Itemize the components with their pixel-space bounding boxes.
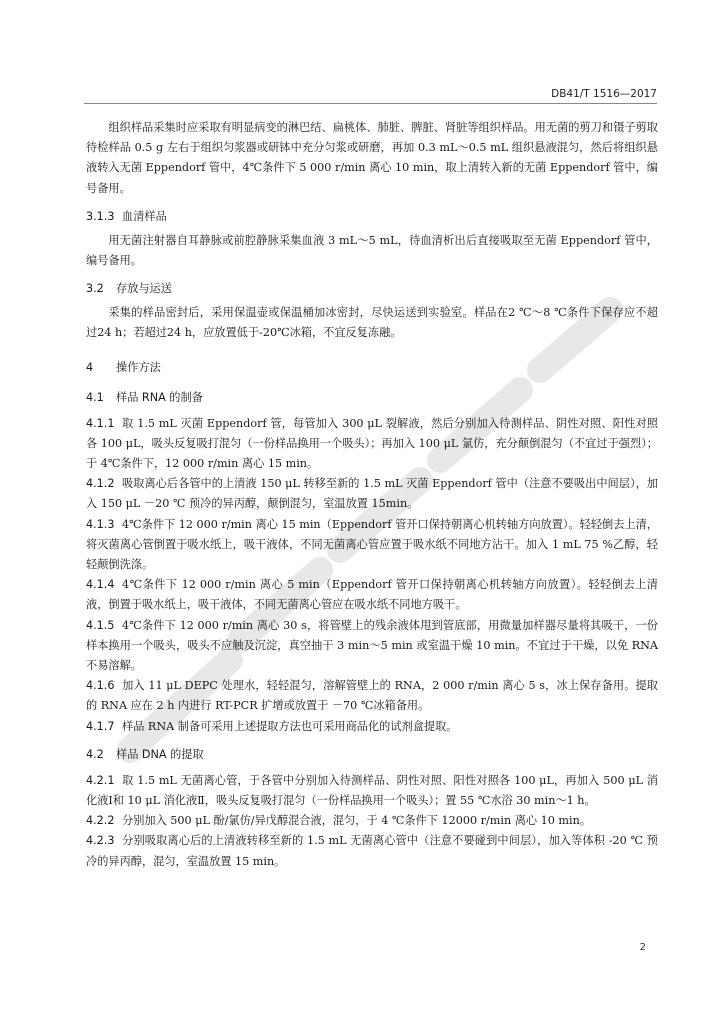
section-text-3-2: 采集的样品密封后，采用保温壶或保温桶加冰密封，尽快运送到实验室。样品在2 ℃～8 ℃条件下保存应不超过24 h；若超过24 h，应放置低于-20℃冰箱，不宜反复冻融。 — [86, 306, 658, 340]
section-text-3-1-3: 用无菌注射器自耳静脉或前腔静脉采集血液 3 mL～5 mL，待血清析出后直接吸取至无菌 Eppendorf 管中，编号备用。 — [86, 233, 658, 268]
page-number: 2 — [639, 942, 646, 953]
list-item: 4.2.3 分别吸取离心后的上清液转移至新的 1.5 mL 无菌离心管中（注意不要碰到中间层），加入等体积 -20 ℃ 预冷的异丙醇，混匀，室温放置 15 min。 — [86, 834, 658, 868]
section-heading-4-1: 4.1 样品 RNA 的制备 — [86, 390, 203, 404]
list-item: 4.1.6 加入 11 μL DEPC 处理水，轻轻混匀，溶解管壁上的 RNA，2 000 r/min 离心 5 s，冰上保存备用。提取的 RNA 应在 2 h 内进行 RT-PCR 扩增或放置于 －70 ℃冰箱备用。 — [86, 679, 658, 713]
intro-paragraph: 组织样品采集时应采取有明显病变的淋巴结、扁桃体、肺脏、脾脏、肾脏等组织样品。用无菌的剪刀和镊子剪取待检样品 0.5 g 左右于组织匀浆器或研钵中充分匀浆或研磨，再加 0.3 mL～0.5 mL 组织悬液混匀，然后将组织悬液转入无菌 Eppendorf 管中，4℃条件下 5 000 r/min 离心 10 min，取上清转入新的无菌 Eppendorf 管中，编号备用。 — [86, 121, 658, 195]
list-item: 4.1.3 4℃条件下 12 000 r/min 离心 15 min（Eppendorf 管开口保持朝离心机转轴方向放置）。轻轻倒去上清，将灭菌离心管倒置于吸水纸上，吸干液体，不同无菌离心管应置于吸水纸不同地方沾干。加入 1 mL 75 %乙醇，轻轻颠倒洗涤。 — [86, 517, 658, 572]
list-item: 4.1.2 吸取离心后各管中的上清液 150 μL 转移至新的 1.5 mL 灭菌 Eppendorf 管中（注意不要吸出中间层），加入 150 μL －20 ℃ 预冷的异丙醇，颠倒混匀，室温放置 15min。 — [86, 477, 658, 511]
list-item: 4.1.7 样品 RNA 制备可采用上述提取方法也可采用商品化的试剂盒提取。 — [86, 719, 458, 733]
list-item: 4.2.1 取 1.5 mL 无菌离心管，于各管中分别加入待测样品、阴性对照、阳性对照各 100 μL，再加入 500 μL 消化液Ⅰ和 10 μL 消化液Ⅱ，吸头反复吸打混匀（一份样品换用一个吸头）；置 55 ℃水浴 30 min～1 h。 — [86, 773, 658, 808]
header-divider — [84, 103, 657, 104]
section-heading-3-2: 3.2 存放与运送 — [86, 282, 172, 296]
document-code: DB41/T 1516—2017 — [551, 88, 657, 100]
section-heading-4: 4 操作方法 — [86, 360, 161, 374]
section-heading-3-1-3: 3.1.3 血清样品 — [86, 209, 167, 223]
document-body — [86, 118, 658, 872]
list-item: 4.1.4 4℃条件下 12 000 r/min 离心 5 min（Eppendorf 管开口保持朝离心机转轴方向放置）。轻轻倒去上清液，倒置于吸水纸上，吸干液体，不同无菌离心管应在吸水纸不同地方吸干。 — [86, 578, 658, 612]
list-item: 4.2.2 分别加入 500 μL 酚/氯仿/异戊醇混合液，混匀，于 4 ℃条件下 12000 r/min 离心 10 min。 — [86, 814, 592, 828]
list-item: 4.1.5 4℃条件下 12 000 r/min 离心 30 s，将管壁上的残余液体甩到管底部，用微量加样器尽量将其吸干，一份样本换用一个吸头，吸头不应触及沉淀，真空抽干 3 min～5 min 或室温干燥 10 min。不宜过于干燥，以免 RNA 不易溶解。 — [86, 618, 658, 673]
section-heading-4-2: 4.2 样品 DNA 的提取 — [86, 747, 204, 761]
list-item: 4.1.1 取 1.5 mL 灭菌 Eppendorf 管，每管加入 300 μL 裂解液，然后分别加入待测样品、阴性对照、阳性对照各 100 μL，吸头反复吸打混匀（一份样品换用一个吸头）；再加入 100 μL 氯仿，充分颠倒混匀（不宜过于强烈）；于 4℃条件下，12 000 r/min 离心 15 min。 — [86, 416, 658, 471]
